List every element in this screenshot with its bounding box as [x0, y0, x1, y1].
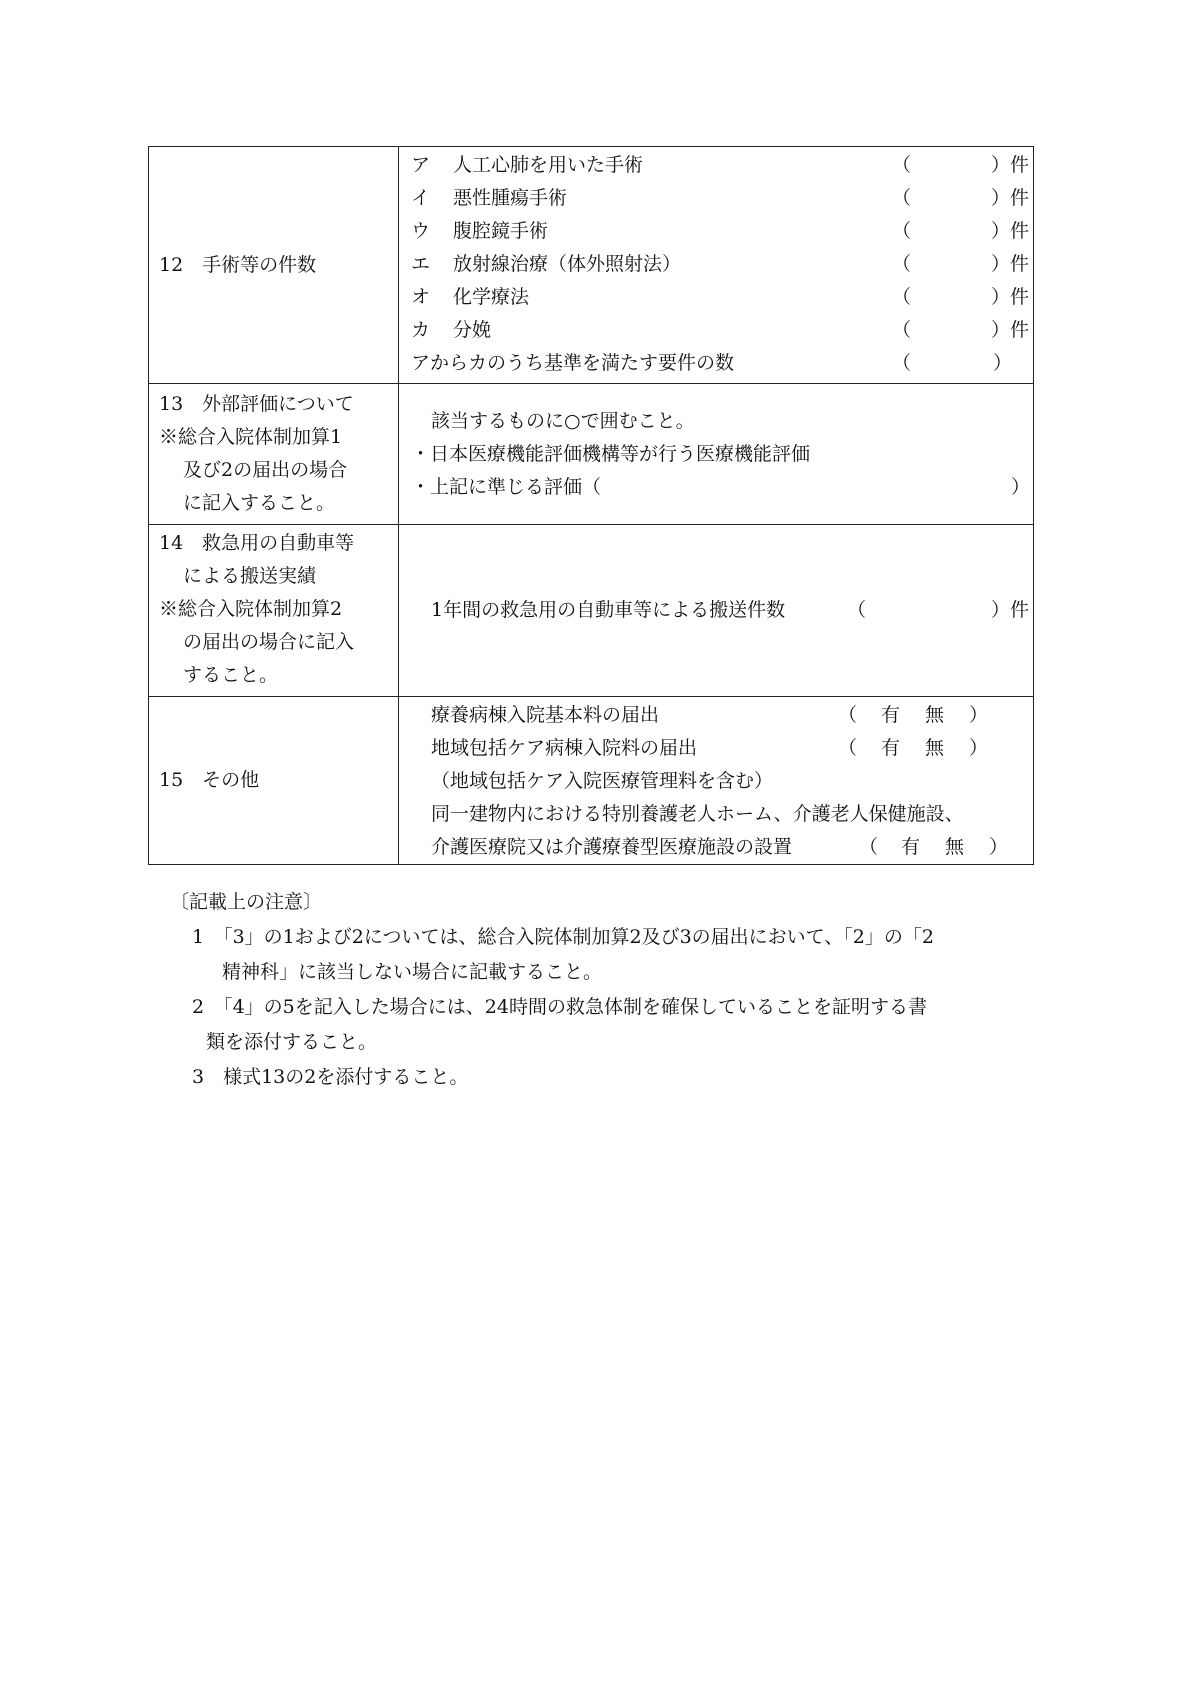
row-15-line-2	[399, 732, 1033, 765]
item-text: 悪性腫瘍手術	[453, 187, 568, 209]
option-yes: 有	[881, 704, 901, 726]
summary-text: アからカのうち基準を満たす要件の数	[411, 352, 735, 374]
line-text: 地域包括ケア病棟入院料の届出	[431, 737, 698, 759]
row-13-label-note: ※総合入院体制加算1	[159, 426, 343, 448]
transport-text: 1年間の救急用の自動車等による搬送件数	[431, 599, 786, 621]
close-paren: ）	[969, 704, 989, 726]
row-14-label-cell	[149, 525, 399, 697]
surgery-item-d	[399, 248, 1033, 281]
notes-heading: 〔記載上の注意〕	[170, 891, 323, 913]
surgery-item-b	[399, 182, 1033, 215]
close-paren: ）	[969, 737, 989, 759]
count-open-paren: （	[892, 220, 912, 242]
close-paren: ）	[989, 836, 1009, 858]
line-text: 療養病棟入院基本料の届出	[431, 704, 660, 726]
item-text: 人工心肺を用いた手術	[453, 154, 644, 176]
row-14-label-title: 14 救急用の自動車等	[159, 532, 355, 554]
surgery-item-c	[399, 215, 1033, 248]
open-paren: （	[859, 836, 879, 858]
option-2-text: ・上記に準じる評価（	[411, 475, 602, 498]
transport-close-unit: ）件	[991, 599, 1030, 621]
line-text: 介護医療院又は介護療養型医療施設の設置	[431, 836, 793, 858]
row-15-label-cell	[149, 697, 399, 865]
row-14-label-note-cont: すること。	[183, 664, 279, 686]
row-13	[149, 384, 1034, 525]
row-13-label-title: 13 外部評価について	[159, 393, 354, 415]
row-13-instruction: 該当するものに○で囲むこと。	[431, 409, 695, 432]
transport-open-paren: （	[847, 599, 867, 621]
note-1: 1 「3」の1および2については、総合入院体制加算2及び3の届出において、「2」の「2	[192, 926, 934, 948]
summary-open-paren: （	[892, 352, 912, 374]
row-12	[149, 147, 1034, 384]
row-12-label: 12 手術等の件数	[159, 253, 317, 276]
row-15-content-cell	[399, 697, 1034, 865]
row-13-option-1: ・日本医療機能評価機構等が行う医療機能評価	[411, 442, 811, 465]
item-key: エ	[411, 253, 431, 275]
note-3: 3 様式13の2を添付すること。	[192, 1066, 469, 1088]
facility-form-table	[148, 146, 1034, 865]
row-12-content-cell	[399, 147, 1034, 384]
row-14-transport-count	[399, 594, 1033, 627]
count-close-unit: ）件	[991, 319, 1030, 341]
item-text: 腹腔鏡手術	[453, 220, 549, 242]
count-open-paren: （	[892, 253, 912, 275]
row-13-label-cell	[149, 384, 399, 525]
item-key: ア	[411, 154, 431, 176]
count-open-paren: （	[892, 154, 912, 176]
open-paren: （	[838, 704, 858, 726]
surgery-item-e	[399, 281, 1033, 314]
count-close-unit: ）件	[991, 154, 1030, 176]
note-1-cont: 精神科」に該当しない場合に記載すること。	[222, 961, 603, 983]
option-no: 無	[945, 836, 965, 858]
row-14	[149, 525, 1034, 697]
summary-close-paren: ）	[993, 352, 1013, 374]
option-yes: 有	[901, 836, 921, 858]
row-13-label-note-cont: 及び2の届出の場合	[183, 459, 348, 481]
surgery-summary	[399, 347, 1033, 380]
row-15-line-1	[399, 699, 1033, 732]
open-paren: （	[838, 737, 858, 759]
note-2: 2 「4」の5を記入した場合には、24時間の救急体制を確保していることを証明する書	[192, 996, 927, 1018]
item-key: カ	[411, 319, 431, 341]
count-close-unit: ）件	[991, 286, 1030, 308]
item-key: オ	[411, 286, 431, 308]
count-close-unit: ）件	[991, 187, 1030, 209]
item-text: 放射線治療（体外照射法）	[453, 253, 682, 275]
count-open-paren: （	[892, 187, 912, 209]
row-14-label-note: ※総合入院体制加算2	[159, 598, 343, 620]
item-text: 化学療法	[453, 286, 530, 308]
count-close-unit: ）件	[991, 253, 1030, 275]
option-2-close-paren: ）	[1011, 475, 1031, 498]
row-15	[149, 697, 1034, 865]
row-12-label-cell	[149, 147, 399, 384]
row-14-content-cell	[399, 525, 1034, 697]
item-key: ウ	[411, 220, 431, 242]
row-13-label-note-cont: に記入すること。	[183, 492, 336, 514]
surgery-item-f	[399, 314, 1033, 347]
count-open-paren: （	[892, 286, 912, 308]
option-no: 無	[925, 737, 945, 759]
item-text: 分娩	[453, 319, 492, 341]
row-13-option-2	[399, 471, 1033, 504]
row-14-label-title-cont: による搬送実績	[183, 565, 317, 587]
note-2-cont: 類を添付すること。	[206, 1031, 378, 1053]
option-no: 無	[925, 704, 945, 726]
item-key: イ	[411, 187, 431, 209]
count-close-unit: ）件	[991, 220, 1030, 242]
row-15-line-4: 同一建物内における特別養護老人ホーム、介護老人保健施設、	[431, 803, 964, 825]
count-open-paren: （	[892, 319, 912, 341]
row-13-content-cell	[399, 384, 1034, 525]
option-yes: 有	[881, 737, 901, 759]
notes-section	[170, 885, 1040, 1095]
row-14-label-note-cont: の届出の場合に記入	[183, 631, 355, 653]
row-15-label: 15 その他	[159, 769, 260, 791]
surgery-item-a	[399, 149, 1033, 182]
row-15-line-5	[399, 831, 1033, 864]
row-15-line-3: （地域包括ケア入院医療管理料を含む）	[431, 770, 774, 792]
